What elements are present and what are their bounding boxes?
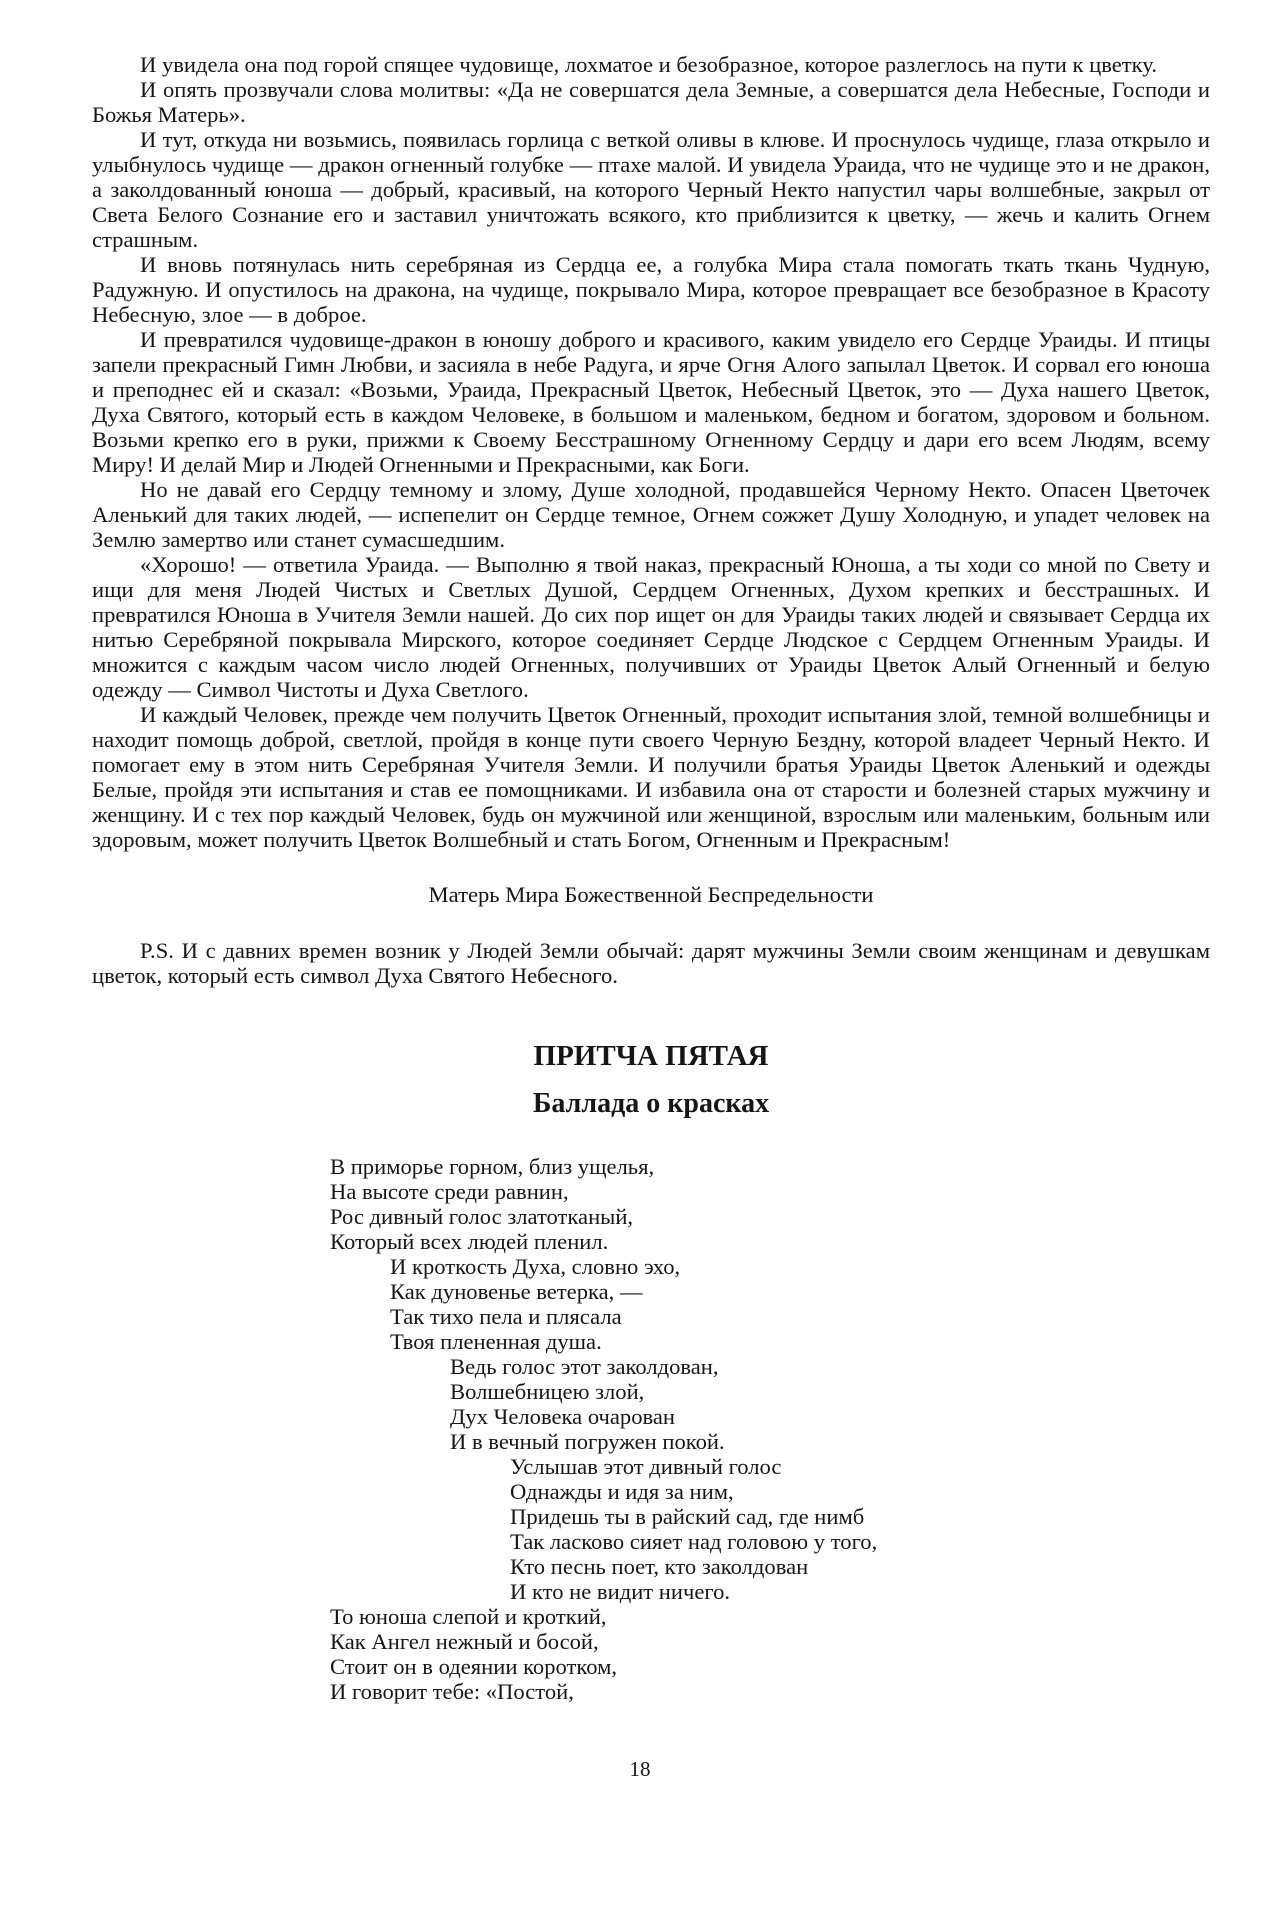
poem-line: Придешь ты в райский сад, где нимб <box>510 1504 865 1529</box>
poem-line: Волшебницею злой, <box>450 1379 645 1404</box>
poem-line: Стоит он в одеянии коротком, <box>330 1654 618 1679</box>
poem-line: Как дуновенье ветерка, — <box>390 1279 643 1304</box>
poem <box>92 1154 1210 1704</box>
poem-line: Как Ангел нежный и босой, <box>330 1629 599 1654</box>
signature: Матерь Мира Божественной Беспредельности <box>428 882 874 907</box>
poem-line: И кроткость Духа, словно эхо, <box>390 1254 681 1279</box>
poem-line: И в вечный погружен покой. <box>450 1429 725 1454</box>
poem-line: Твоя плененная душа. <box>390 1329 602 1354</box>
poem-line: И кто не видит ничего. <box>510 1579 731 1604</box>
paragraph: И опять прозвучали слова молитвы: «Да не совершатся дела Земные, а совершатся дела Небесные, Господи и Божья Матерь». <box>92 77 1210 127</box>
paragraph: И тут, откуда ни возьмись, появилась горлица с веткой оливы в клюве. И проснулось чудище, глаза открыло и улыбнулось чудище — дракон огненный голубке — птахе малой. И увидела Ураида, что не чудище это и не дракон, а заколдованный юноша — добрый, красивый, на которого Черный Некто напустил чары волшебные, закрыл от Света Белого Сознание его и заставил уничтожать всякого, кто приблизится к цветку, — жечь и калить Огнем страшным. <box>92 127 1210 252</box>
poem-line: Который всех людей пленил. <box>330 1229 609 1254</box>
poem-line: В приморье горном, близ ущелья, <box>330 1154 655 1179</box>
page-number: 18 <box>629 1757 651 1781</box>
poem-line: На высоте среди равнин, <box>330 1179 569 1204</box>
poem-line: Однажды и идя за ним, <box>510 1479 734 1504</box>
section-heading: ПРИТЧА ПЯТАЯ <box>533 1040 769 1072</box>
poem-line: Ведь голос этот заколдован, <box>450 1354 719 1379</box>
poem-line: Услышав этот дивный голос <box>510 1454 782 1479</box>
poem-line: То юноша слепой и кроткий, <box>330 1604 607 1629</box>
prose-section <box>92 52 1210 852</box>
section-subheading: Баллада о красках <box>532 1088 770 1119</box>
postscript: P.S. И с давних времен возник у Людей Земли обычай: дарят мужчины Земли своим женщинам и девушкам цветок, который есть символ Духа Святого Небесного. <box>92 938 1210 988</box>
document-page <box>92 52 1210 1704</box>
poem-line: Кто песнь поет, кто заколдован <box>510 1554 809 1579</box>
paragraph: «Хорошо! — ответила Ураида. — Выполню я твой наказ, прекрасный Юноша, а ты ходи со мной по Свету и ищи для меня Людей Чистых и Светлых Душой, Сердцем Огненных, Духом крепких и бесстрашных. И превратился Юноша в Учителя Земли нашей. До сих пор ищет он для Ураиды таких людей и связывает Сердца их нитью Серебряной покрывала Мирского, которое соединяет Сердце Людское с Сердцем Огненным Ураиды. И множится с каждым часом число людей Огненных, получивших от Ураиды Цветок Алый Огненный и белую одежду — Символ Чистоты и Духа Светлого. <box>92 552 1210 702</box>
poem-line: Рос дивный голос златотканый, <box>330 1204 634 1229</box>
poem-line: Так ласково сияет над головою у того, <box>510 1529 878 1554</box>
paragraph: И превратился чудовище-дракон в юношу доброго и красивого, каким увидело его Сердце Ураиды. И птицы запели прекрасный Гимн Любви, и засияла в небе Радуга, и ярче Огня Алого запылал Цветок. И сорвал его юноша и преподнес ей и сказал: «Возьми, Ураида, Прекрасный Цветок, Небесный Цветок, это — Духа нашего Цветок, Духа Святого, который есть в каждом Человеке, в большом и маленьком, бедном и богатом, здоровом и больном. Возьми крепко его в руки, прижми к Своему Бесстрашному Огненному Сердцу и дари его всем Людям, всему Миру! И делай Мир и Людей Огненными и Прекрасными, как Боги. <box>92 327 1210 477</box>
paragraph: Но не давай его Сердцу темному и злому, Душе холодной, продавшейся Черному Некто. Опасен Цветочек Аленький для таких людей, — испепелит он Сердце темное, Огнем сожжет Душу Холодную, и упадет человек на Землю замертво или станет сумасшедшим. <box>92 477 1210 552</box>
paragraph: И увидела она под горой спящее чудовище, лохматое и безобразное, которое разлеглось на пути к цветку. <box>140 52 1157 77</box>
paragraph: И каждый Человек, прежде чем получить Цветок Огненный, проходит испытания злой, темной волшебницы и находит помощь доброй, светлой, пройдя в конце пути своего Черную Бездну, которой владеет Черный Некто. И помогает ему в этом нить Серебряная Учителя Земли. И получили братья Ураиды Цветок Аленький и одежды Белые, пройдя эти испытания и став ее помощниками. И избавила она от старости и болезней старых мужчину и женщину. И с тех пор каждый Человек, будь он мужчиной или женщиной, взрослым или маленьким, больным или здоровым, может получить Цветок Волшебный и стать Богом, Огненным и Прекрасным! <box>92 702 1210 852</box>
poem-line: Дух Человека очарован <box>450 1404 675 1429</box>
poem-line: Так тихо пела и плясала <box>390 1304 622 1329</box>
paragraph: И вновь потянулась нить серебряная из Сердца ее, а голубка Мира стала помогать ткать ткань Чудную, Радужную. И опустилось на дракона, на чудище, покрывало Мира, которое превращает все безобразное в Красоту Небесную, злое — в доброе. <box>92 252 1210 327</box>
poem-line: И говорит тебе: «Постой, <box>330 1679 574 1704</box>
